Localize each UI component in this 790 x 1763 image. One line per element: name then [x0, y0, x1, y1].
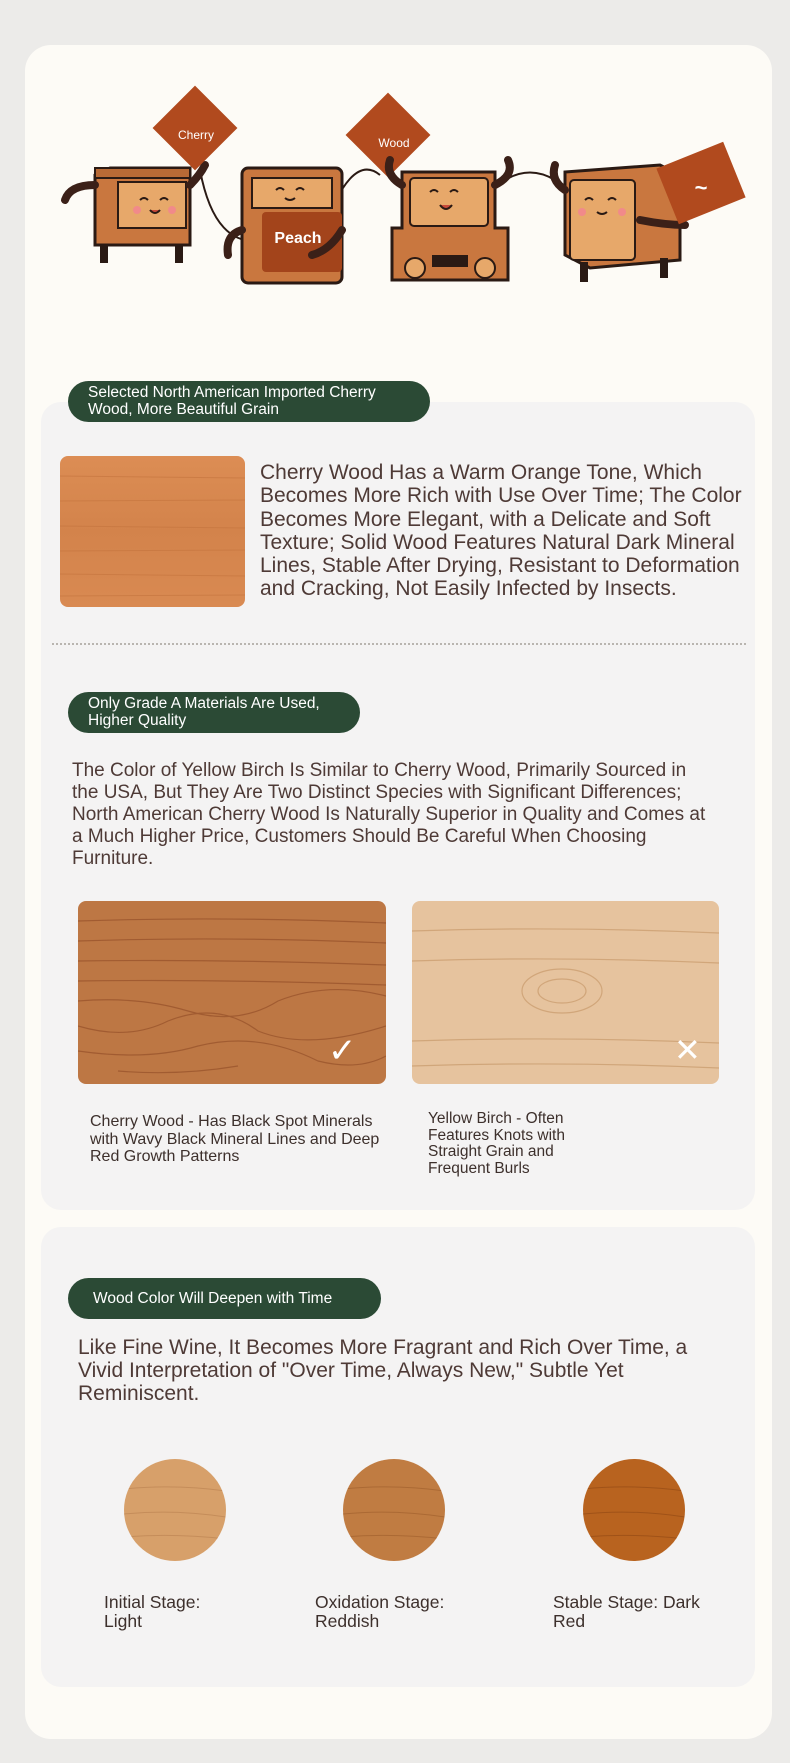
stage-dark-red-swatch	[583, 1459, 685, 1561]
hero-illustration	[0, 0, 790, 330]
stage-light-swatch	[124, 1459, 226, 1561]
x-icon: ✕	[674, 1032, 701, 1068]
stage-reddish-swatch	[343, 1459, 445, 1561]
section2-pill-line-1: Only Grade A Materials Are Used,	[88, 695, 320, 712]
birch-compare-image	[412, 901, 719, 1084]
cherry-wood-swatch	[60, 456, 245, 607]
section2-body: The Color of Yellow Birch Is Similar to Cherry Wood, Primarily Sourced in the USA, But They Are Two Distinct Species with Significant Differences; North American Cherry Wood Is Naturally Superior in Quality and Comes at a Much Higher Price, Customers Should Be Careful When Choosing Furniture.	[72, 760, 706, 869]
section1-body: Cherry Wood Has a Warm Orange Tone, Which Becomes More Rich with Use Over Time; The Color Becomes More Elegant, with a Delicate and Soft Texture; Solid Wood Features Natural Dark Mineral Lines, Stable After Drying, Resistant to Deformation and Cracking, Not Easily Infected by Insects.	[260, 461, 742, 601]
section1-pill	[68, 381, 430, 422]
cabinet-character-3	[389, 160, 510, 280]
cartoon-cabinets-illustration	[0, 0, 790, 330]
kite-label-squiggle: ~	[694, 175, 708, 200]
cabinet-character-1	[65, 165, 205, 263]
check-icon: ✓	[328, 1032, 357, 1070]
section2-pill-line-2: Higher Quality	[88, 712, 187, 729]
cherry-compare-caption: Cherry Wood - Has Black Spot Minerals with Wavy Black Mineral Lines and Deep Red Growth Patterns	[90, 1113, 380, 1165]
cabinet-character-2	[228, 168, 342, 283]
cherry-compare-image	[78, 901, 386, 1084]
kite-label-cherry: Cherry	[177, 128, 214, 142]
stage-light-label: Initial Stage: Light	[104, 1592, 201, 1631]
drawer-label-peach: Peach	[274, 230, 322, 247]
birch-compare-caption: Yellow Birch - Often Features Knots with Straight Grain and Frequent Burls	[428, 1110, 565, 1177]
section3-pill: Wood Color Will Deepen with Time	[68, 1278, 381, 1319]
section2-pill	[68, 692, 360, 733]
stage-dark-red-label: Stable Stage: Dark Red	[553, 1592, 700, 1631]
stage-reddish-label: Oxidation Stage: Reddish	[315, 1592, 445, 1631]
section3-body: Like Fine Wine, It Becomes More Fragrant and Rich Over Time, a Vivid Interpretation of "Over Time, Always New," Subtle Yet Reminiscent.	[78, 1336, 688, 1405]
section-divider	[52, 643, 746, 645]
section1-pill-line-2: Wood, More Beautiful Grain	[88, 401, 279, 418]
section1-pill-line-1: Selected North American Imported Cherry	[88, 384, 376, 401]
kite-label-wood: Wood	[378, 136, 410, 150]
